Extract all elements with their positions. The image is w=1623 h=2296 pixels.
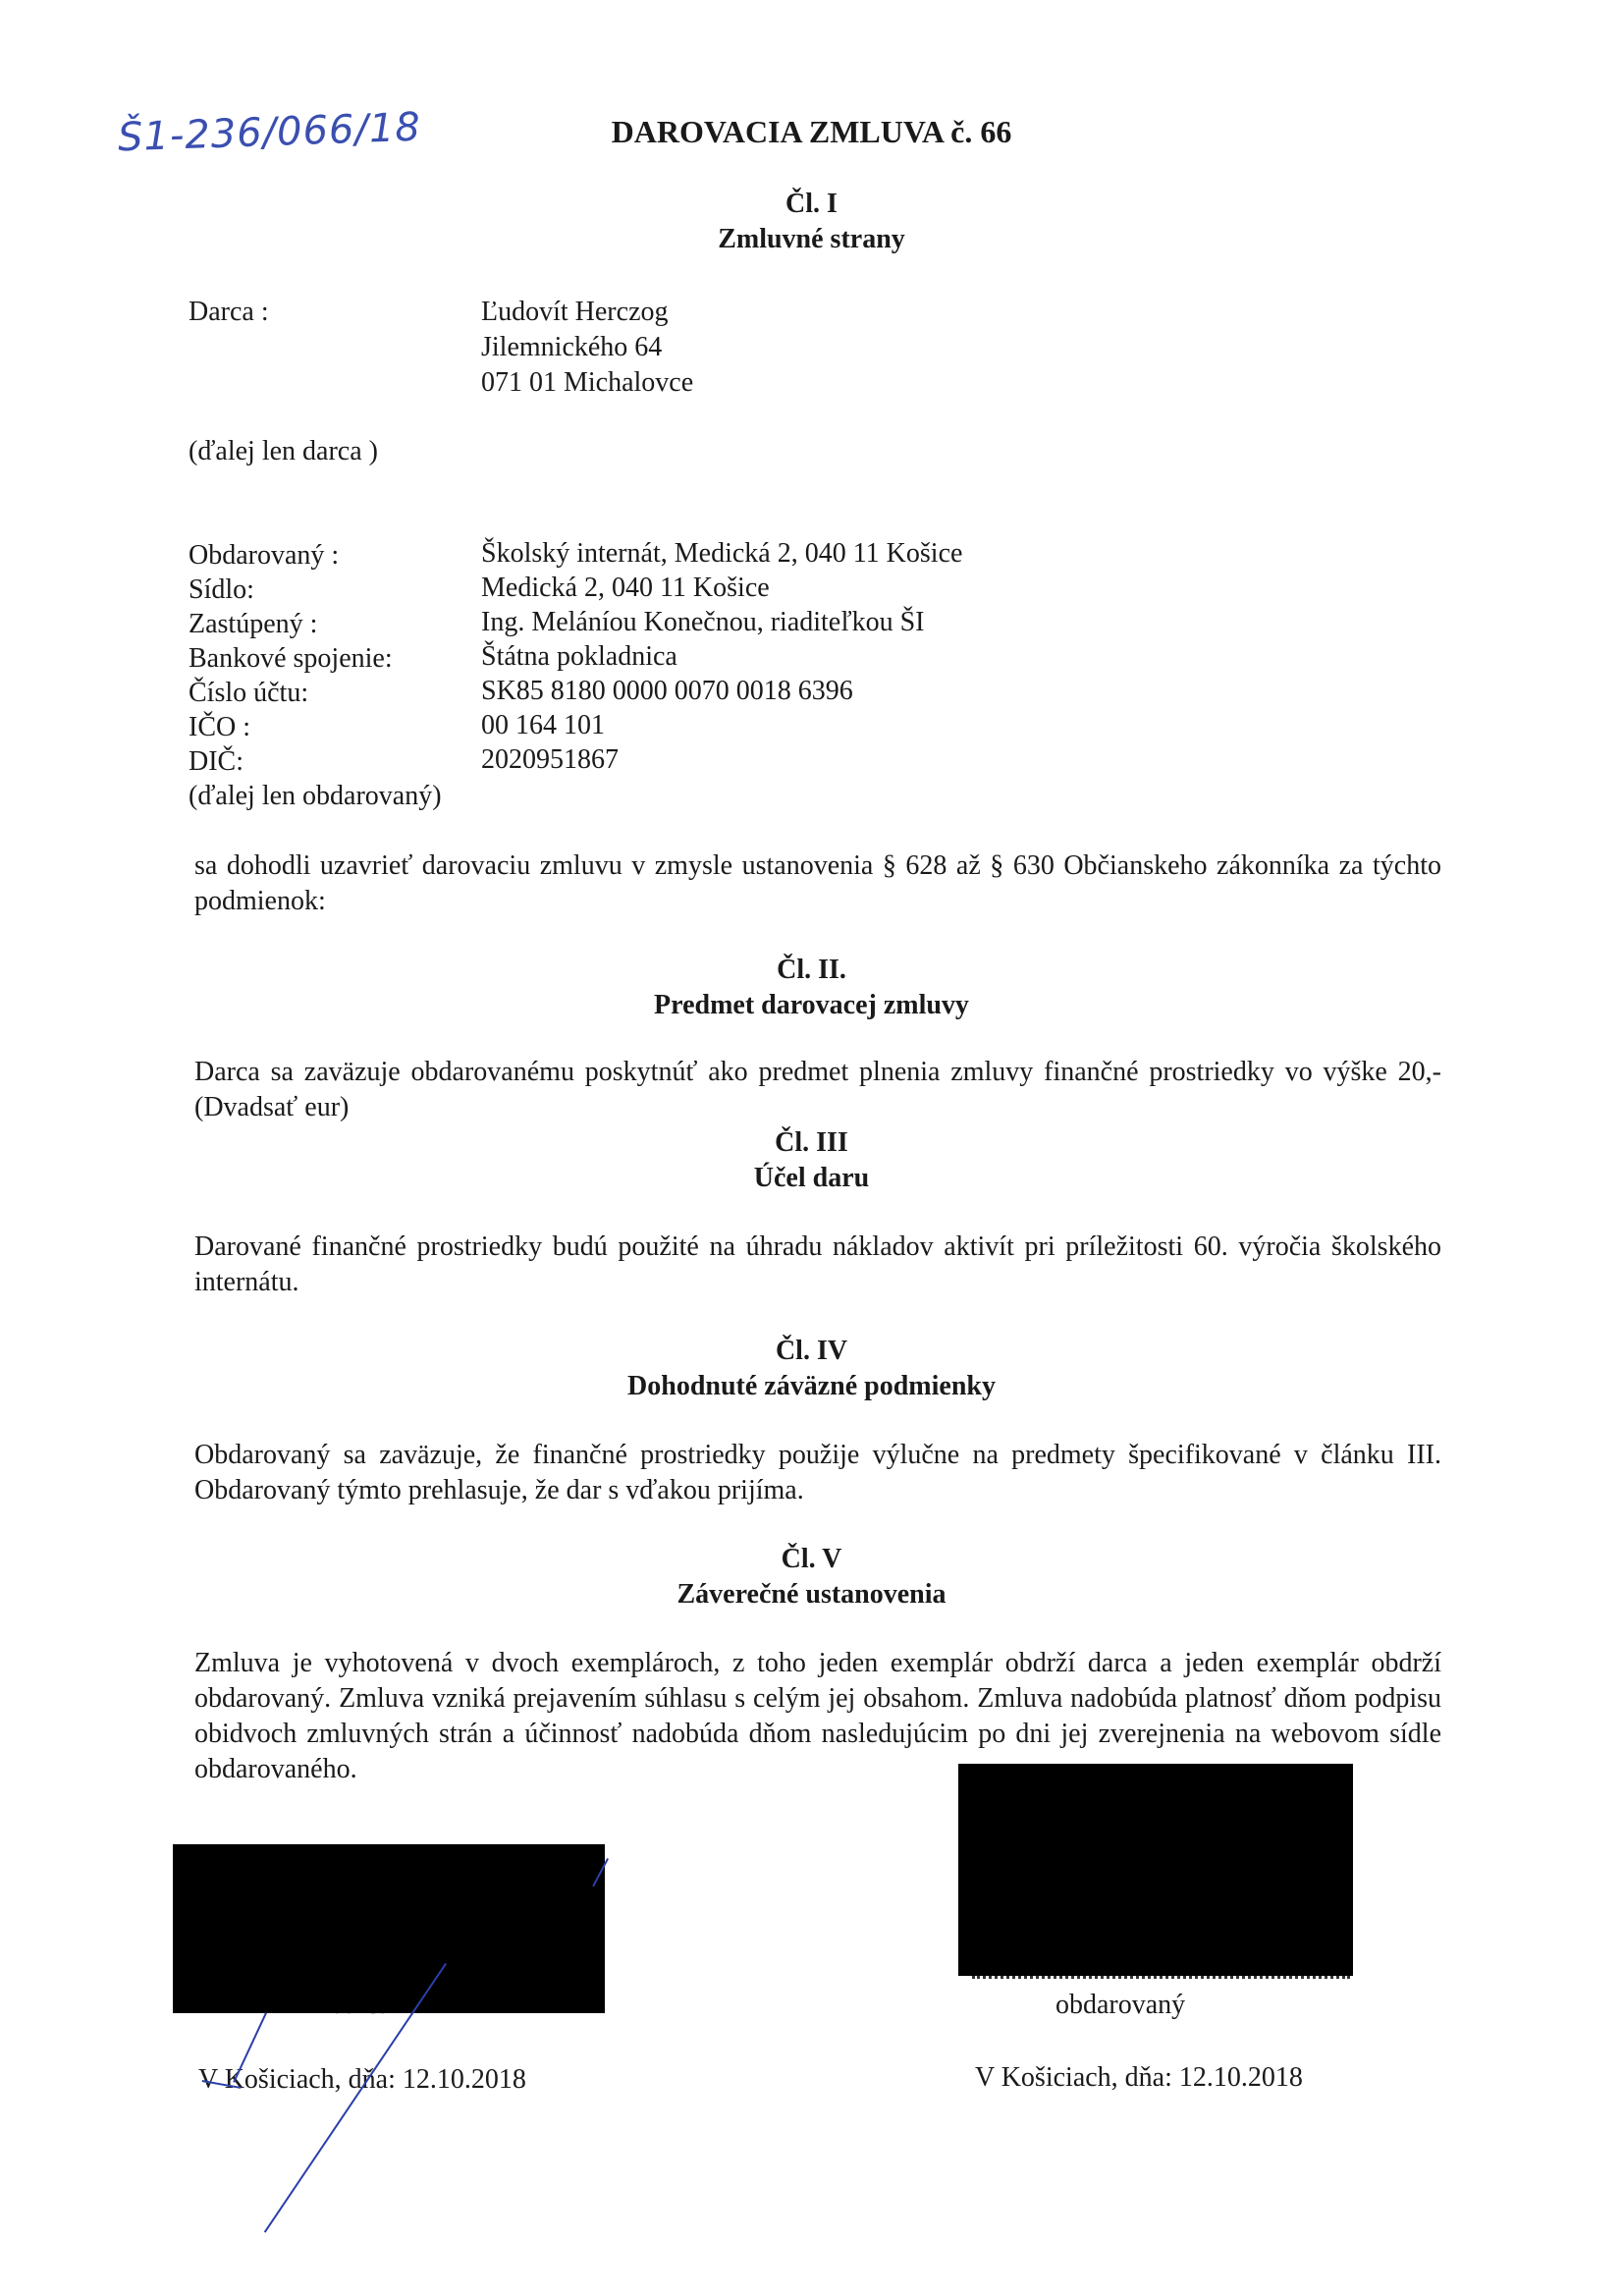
article-5-text: Zmluva je vyhotovená v dvoch exemplároch, z toho jeden exemplár obdrží darca a jeden exemplár obdrží obdarovaný. Zmluva vzniká prejavením súhlasu s celým jej obsahom. Zmluva nadobúda platnosť dňom podpisu obidvoch zmluvných strán a účinnosť nadobúda dňom nasledujúcim po dni jej zverejnenia na webovom sídle obdarovaného. [194,1648,1441,1784]
recipient-value-name: Školský internát, Medická 2, 040 11 Košice [481,538,963,569]
article-2-text: Darca sa zaväzuje obdarovanému poskytnúť ako predmet plnenia zmluvy finančné prostriedky vo výške 20,- (Dvadsať eur) [194,1057,1441,1122]
article-4-heading: Dohodnuté záväzné podmienky [627,1371,996,1401]
recipient-label-bank: Bankové spojenie: [189,643,393,674]
redacted-donor-signature [173,1844,605,2013]
article-4-number: Čl. IV [775,1336,848,1366]
signature-dotted-line [972,1976,1350,1979]
donor-street: Jilemnického 64 [481,332,663,362]
recipient-note: (ďalej len obdarovaný) [189,781,442,811]
donor-note: (ďalej len darca ) [189,436,378,466]
article-1-number: Čl. I [785,189,838,219]
redacted-recipient-signature [958,1764,1353,1976]
article-3-heading: Účel daru [753,1163,870,1193]
recipient-label-seat: Sídlo: [189,574,254,605]
donor-label: Darca : [189,297,269,327]
article-2-heading: Predmet darovacej zmluvy [654,990,969,1020]
recipient-value-bank: Štátna pokladnica [481,641,677,672]
donor-name: Ľudovít Herczog [481,297,669,327]
article-3-text: Darované finančné prostriedky budú použité na úhradu nákladov aktivít pri príležitosti 60. výročia školského internátu. [194,1231,1441,1297]
recipient-place-date: V Košiciach, dňa: 12.10.2018 [975,2062,1303,2093]
article-4-text: Obdarovaný sa zaväzuje, že finančné prostriedky použije výlučne na predmety špecifikované v článku III. Obdarovaný týmto prehlasuje, že dar s vďakou prijíma. [194,1440,1441,1505]
document-title [0,114,1623,150]
recipient-label-name: Obdarovaný : [189,540,340,571]
recipient-value-represented: Ing. Meláníou Konečnou, riaditeľkou ŠI [481,607,925,637]
article-2-number: Čl. II. [777,955,846,985]
donor-city: 071 01 Michalovce [481,367,694,398]
recipient-value-ico: 00 164 101 [481,710,605,740]
article-5-heading: Záverečné ustanovenia [676,1579,947,1610]
recipient-label-represented: Zastúpený : [189,609,318,639]
recipient-label-account: Číslo účtu: [189,678,309,708]
document-title-text: DAROVACIA ZMLUVA č. 66 [611,114,1012,149]
handwritten-reference-number: Š1-236/066/18 [117,104,422,161]
recipient-value-dic: 2020951867 [481,744,619,775]
recipient-label-ico: IČO : [189,712,250,742]
recipient-signature-role: obdarovaný [1055,1990,1186,2020]
donor-place-date: V Košiciach, dňa: 12.10.2018 [198,2064,526,2095]
recipient-label-dic: DIČ: [189,746,243,777]
article-5-number: Čl. V [781,1544,842,1574]
article-1-heading: Zmluvné strany [718,224,905,254]
intro-paragraph: sa dohodli uzavrieť darovaciu zmluvu v zmysle ustanovenia § 628 až § 630 Občianskeho zákonníka za týchto podmienok: [194,850,1441,916]
article-3-number: Čl. III [775,1127,848,1158]
recipient-value-seat: Medická 2, 040 11 Košice [481,573,770,603]
recipient-value-account: SK85 8180 0000 0070 0018 6396 [481,676,853,706]
